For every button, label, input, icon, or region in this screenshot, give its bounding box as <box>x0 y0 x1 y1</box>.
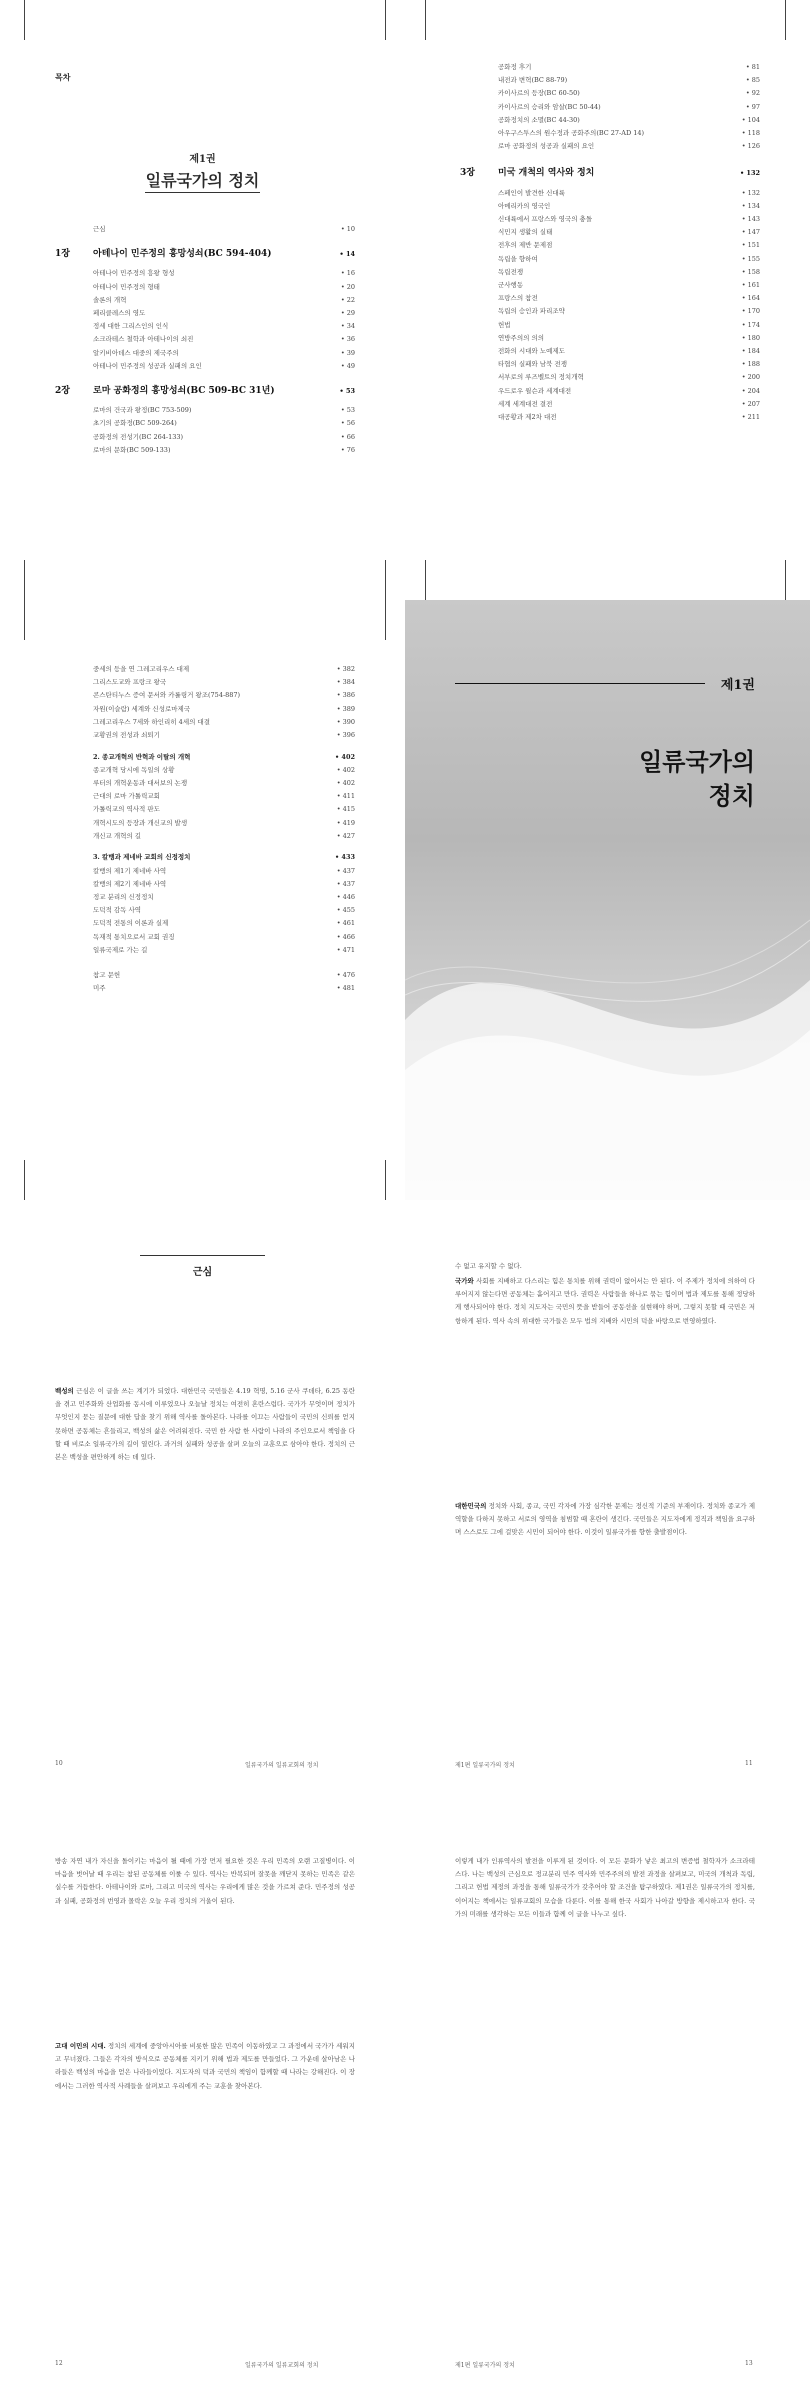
toc-entry-row <box>460 252 760 266</box>
toc-chapter-number: 1장 <box>55 249 70 260</box>
paragraph-text: 정치의 세계에 중앙아시아를 비롯한 많은 민족이 이동하였고 그 과정에서 국가가 세워지고 무너졌다. 그들은 각자의 방식으로 공동체를 지키기 위해 법과 제도를 만들었다. 그 가운데 살아남은 나라들은 백성의 마음을 얻은 나라들이었다. 지도자의 덕과 국민의 책임이 함께할 때 나라는 강해진다. 이 장에서는 그러한 역사적 사례들을 살펴보고 우리에게 주는 교훈을 찾아본다. <box>55 2042 355 2090</box>
toc-page-number: • 16 <box>340 269 355 278</box>
toc-entry-row <box>55 332 355 346</box>
toc-page-number: • 147 <box>741 228 760 237</box>
toc-entry-title: 아테나이 민주정의 성공과 실패의 요인 <box>93 361 202 370</box>
toc-entry-row <box>55 864 355 878</box>
toc-entry-row <box>55 850 355 864</box>
toc-page-number: • 461 <box>336 919 355 928</box>
toc-entry-title: 그레고리우스 7세와 하인리히 4세의 대결 <box>93 717 210 726</box>
toc-page-number: • 143 <box>741 215 760 223</box>
body-paragraph: 이렇게 내가 인류역사의 발전을 이루게 된 것이다. 이 모든 문화가 낳은 최고의 변증법 철학자가 소크라테스다. 나는 백성의 근심으로 정교분리 민주 역사와 민주주의의 발전 과정을 살펴보고, 미국의 개척과 독립, 그리고 헌법 제정의 과정을 통해 일류국가가 갖추어야 할 조건을 탐구하였다. 제1권은 일류국가의 정치를, 이어지는 책에서는 일류교회의 모습을 다룬다. 이를 통해 한국 사회가 나아갈 방향을 제시하고자 한다. 국가의 미래를 생각하는 모든 이들과 함께 이 글을 나누고 싶다. <box>455 1857 755 1918</box>
toc-entry-title: 초기의 공화정(BC 509-264) <box>93 419 177 428</box>
toc-entry-title: 칼뱅의 제1기 제네바 사역 <box>93 866 167 875</box>
toc-entry-row <box>55 968 355 982</box>
toc-entry-title: 독재적 통치으로서 교회 권징 <box>93 932 175 941</box>
cover-title-line: 정치 <box>708 781 755 810</box>
volume-title: 일류국가의 정치 <box>145 171 260 190</box>
paragraph-text: 사회를 지배하고 다스리는 힘은 통치를 위해 권력이 없어서는 안 된다. 이 주제가 정치에 의하여 다루어지지 않는다면 공동체는 흩어지고 만다. 권력은 사람들을 하나로 묶는 힘이며 법과 제도를 통해 정당하게 행사되어야 한다. 정치 지도자는 국민의 뜻을 받들어 공동선을 실현해야 하며, 그렇지 못할 때 국민은 저항하게 된다. 역사 속의 위대한 국가들은 모두 법의 지배와 시민의 덕을 바탕으로 번영하였다. <box>455 1277 755 1325</box>
toc-page-number: • 419 <box>336 818 355 827</box>
toc-entry-title: 타협의 실패와 남북 전쟁 <box>498 360 567 369</box>
toc-entry-row <box>55 715 355 729</box>
toc-entry-row <box>460 265 760 279</box>
toc-page-number: • 390 <box>336 717 355 726</box>
paragraph-lead: 대한민국의 <box>455 1502 487 1510</box>
toc-entry-row <box>55 776 355 790</box>
toc-entry-title: 독립을 향하여 <box>498 254 538 263</box>
cover-title-line: 일류국가의 <box>639 747 755 776</box>
toc-entry-row <box>460 344 760 358</box>
toc-entry-row <box>460 357 760 371</box>
toc-page-number: • 132 <box>740 169 760 178</box>
toc-entry-row <box>460 60 760 74</box>
toc-page-number: • 66 <box>340 432 355 441</box>
toc-page-number: • 39 <box>340 348 355 357</box>
toc-page-number: • 158 <box>741 267 760 276</box>
body-paragraph <box>455 1275 755 1328</box>
toc-page-number: • 22 <box>340 295 355 304</box>
toc-entry-row <box>55 789 355 803</box>
toc-chapter-number: 2장 <box>55 386 70 396</box>
toc-entry-row <box>55 943 355 957</box>
toc-page-number: • 204 <box>741 386 760 395</box>
toc-entry-row <box>460 186 760 200</box>
toc-chapter-row <box>55 247 355 261</box>
toc-page-number: • 184 <box>741 347 760 355</box>
body-paragraph <box>455 1500 755 1540</box>
toc-entry-title: 일류국제로 가는 길 <box>93 945 148 954</box>
toc-page-number: • 92 <box>745 89 760 98</box>
toc-page-number: • 207 <box>741 399 760 408</box>
running-head: 일류국가의 일류교회의 정치 <box>245 2362 319 2369</box>
toc-entry-title: 서부로의 루즈벨트의 정치개혁 <box>498 373 584 382</box>
toc-page-number: • 384 <box>336 678 355 687</box>
toc-page-number: • 402 <box>336 765 355 774</box>
toc-entry-row <box>460 397 760 411</box>
toc-entry-title: 신대륙에서 프랑스와 영국의 충돌 <box>498 215 593 223</box>
toc-entry-title: 로마의 건국과 왕정(BC 753-509) <box>93 406 192 415</box>
running-head: 제1편 일류국가의 정치 <box>455 1762 515 1769</box>
toc-entry-row <box>460 304 760 318</box>
toc-entry-title: 전화의 시대와 노예제도 <box>498 347 565 355</box>
toc-entry-title: 공화정치의 소멸(BC 44-30) <box>498 115 580 124</box>
toc-page-number: • 85 <box>745 76 760 85</box>
title-rule <box>145 192 260 193</box>
section-heading: 근심 <box>192 1267 213 1278</box>
toc-page-number: • 29 <box>340 309 355 317</box>
toc-entry-title: 종교개혁 당시에 독일의 상황 <box>93 765 175 774</box>
toc-entry-title: 아테나이 민주정의 흥왕 형성 <box>93 269 175 278</box>
toc-entry-title: 콘스탄티누스 증여 문서와 카롤링거 왕조(754-887) <box>93 691 241 700</box>
toc-entry-title: 개신교 개혁의 길 <box>93 831 142 840</box>
running-head: 일류국가의 일류교회의 정치 <box>245 1762 319 1769</box>
toc-entry-row <box>460 331 760 345</box>
toc-entry-title: 아메리카의 영국인 <box>498 201 551 210</box>
toc-entry-row <box>55 816 355 830</box>
toc-entry-title: 근심 <box>93 225 106 233</box>
toc-entry-row <box>460 212 760 226</box>
toc-entry-title: 그리스도교와 프랑크 왕국 <box>93 678 167 687</box>
toc-entry-title: 카이사르의 승리와 암살(BC 50-44) <box>498 102 601 111</box>
toc-entry-row <box>55 916 355 930</box>
toc-entry-title: 중세의 등을 연 그레고리우스 대제 <box>93 665 190 673</box>
body-paragraph: 수 없고 유지할 수 없다. <box>455 1262 522 1270</box>
toc-page-number: • 155 <box>741 254 760 263</box>
page-number: 11 <box>745 1760 753 1767</box>
toc-page-number: • 174 <box>741 320 760 329</box>
toc-entry-row <box>460 291 760 305</box>
running-head: 제1편 일류국가의 정치 <box>455 2362 515 2369</box>
toc-entry-title: 정세 대한 그리스인의 인식 <box>93 322 169 331</box>
toc-entry-title: 로마의 문화(BC 509-133) <box>93 445 171 454</box>
toc-entry-title: 독립전쟁 <box>498 267 524 276</box>
toc-entry-row <box>55 688 355 702</box>
toc-entry-row <box>460 278 760 292</box>
toc-entry-title: 공화정 후기 <box>498 63 532 71</box>
toc-page-left <box>0 0 405 600</box>
toc-label: 목차 <box>55 72 71 82</box>
toc-entry-row <box>55 930 355 944</box>
toc-page-number: • 188 <box>741 360 760 369</box>
toc-entry-title: 스페인이 발견한 신대륙 <box>498 188 565 197</box>
toc-page-number: • 10 <box>340 225 355 233</box>
toc-entry-row <box>55 877 355 891</box>
toc-entry-title: 자원(이슬람) 세계와 신성로마제국 <box>93 704 191 713</box>
toc-page-number: • 382 <box>336 665 355 673</box>
spread-toc-2 <box>0 600 810 1200</box>
toc-entry-row <box>460 199 760 213</box>
toc-entry-title: 루터의 개혁운동과 대서보의 논쟁 <box>93 779 188 787</box>
toc-entry-row <box>460 139 760 153</box>
cover-rule <box>455 683 705 684</box>
toc-entry-title: 3. 칼뱅과 제네바 교회의 신정정치 <box>93 853 191 862</box>
toc-entry-row <box>460 126 760 140</box>
toc-page-number: • 437 <box>336 879 355 888</box>
toc-entry-row <box>460 113 760 127</box>
toc-page-number: • 36 <box>340 335 355 344</box>
toc-entry-title: 근대의 로마 가톨릭교회 <box>93 792 160 801</box>
toc-page-number: • 402 <box>335 752 355 761</box>
toc-page-number: • 433 <box>335 853 355 862</box>
toc-entry-row <box>460 86 760 100</box>
body-page-right <box>405 1800 810 2400</box>
toc-page-number: • 132 <box>741 188 760 197</box>
toc-entry-title: 미국 개척의 역사와 정치 <box>498 168 595 179</box>
toc-entry-row <box>55 266 355 280</box>
heading-rule <box>140 1255 265 1256</box>
toc-entry-title: 대공황과 제2차 대전 <box>498 413 557 421</box>
toc-entry-title: 독립의 승인과 파리조약 <box>498 307 565 316</box>
page-number: 10 <box>55 1760 63 1767</box>
toc-entry-row <box>55 829 355 843</box>
toc-entry-title: 아우구스투스의 원수정과 공화주의(BC 27-AD 14) <box>498 129 645 137</box>
toc-entry-title: 칼뱅의 제2기 제네바 사역 <box>93 879 167 888</box>
toc-page-number: • 53 <box>339 387 355 395</box>
toc-entry-row <box>55 903 355 917</box>
toc-entry-row <box>55 750 355 764</box>
cover-volume-number: 제1권 <box>720 678 755 693</box>
body-paragraph <box>55 1385 355 1464</box>
toc-entry-row <box>55 293 355 307</box>
paragraph-text: 정치와 사회, 종교, 국민 각자에 가장 심각한 문제는 정신적 기준의 부재이다. 정치와 종교가 제 역할을 다하지 못하고 서로의 영역을 침범할 때 혼란이 생긴다. 국민들은 지도자에게 정직과 책임을 요구하며 스스로도 그에 걸맞은 시민이 되어야 한다. 이것이 일류국가를 향한 출발점이다. <box>455 1502 755 1537</box>
toc-page-number: • 386 <box>336 691 355 700</box>
toc-entry-row <box>55 763 355 777</box>
toc-entry-title: 도덕적 전통의 이론과 실제 <box>93 919 169 928</box>
toc-entry-title: 군사행동 <box>498 281 524 289</box>
body-paragraph: 방송 자연 내가 자신을 돌이키는 마음이 될 때에 가장 먼저 필요한 것은 우리 민족의 오랜 고질병이다. 이 마음을 벗어날 때 우리는 참된 공동체를 이룰 수 있다. 역사는 반복되며 잘못을 깨닫지 못하는 민족은 같은 실수를 거듭한다. 아테나이와 로마, 그리고 미국의 역사는 우리에게 많은 것을 가르쳐 준다. 민주정의 성공과 실패, 공화정의 번영과 몰락은 오늘 우리 정치의 거울이 된다. <box>55 1857 355 1905</box>
toc-entry-row <box>55 890 355 904</box>
toc-page-number: • 161 <box>741 281 760 289</box>
toc-page-number: • 53 <box>340 406 355 415</box>
toc-entry-title: 참고 문헌 <box>93 971 121 979</box>
toc-entry-row <box>55 675 355 689</box>
toc-entry-title: 도덕적 감독 사역 <box>93 906 142 915</box>
toc-entry-title: 우드로우 윌슨과 세계대전 <box>498 386 572 395</box>
toc-entry-title: 페리클레스의 영도 <box>93 309 146 317</box>
toc-entry-title: 알키비아데스 대중의 제국주의 <box>93 348 179 357</box>
toc-entry-title: 로마 공화정의 흥망성쇠(BC 509-BC 31년) <box>93 386 275 396</box>
toc-entry-row <box>55 346 355 360</box>
toc-entry-row <box>55 416 355 430</box>
toc-chapter-number: 3장 <box>460 168 475 179</box>
toc-entry-row <box>460 238 760 252</box>
toc-entry-row <box>55 662 355 676</box>
toc-entry-row <box>55 702 355 716</box>
toc-entry-title: 아테나이 민주정의 흥망성쇠(BC 594-404) <box>93 249 272 260</box>
paragraph-lead: 백성의 <box>55 1387 74 1395</box>
toc-page-number: • 437 <box>336 866 355 875</box>
toc-entry-row <box>55 359 355 373</box>
toc-page-number: • 126 <box>741 142 760 151</box>
toc-entry-title: 소크라테스 철학과 아테나이의 쇠진 <box>93 335 194 344</box>
toc-entry-title: 내전과 변혁(BC 88-79) <box>498 76 568 85</box>
toc-page-number: • 389 <box>336 704 355 713</box>
toc-entry-row <box>55 443 355 457</box>
toc-page-number: • 170 <box>741 307 760 316</box>
toc-entry-title: 아테나이 민주정의 형태 <box>93 282 160 291</box>
toc-page-number: • 200 <box>741 373 760 382</box>
toc-page-number: • 180 <box>741 333 760 342</box>
toc-page-number: • 466 <box>336 932 355 941</box>
body-page-left <box>0 1200 405 1800</box>
cover-title <box>639 745 755 813</box>
toc-page-number: • 151 <box>741 241 760 250</box>
toc-entry-row <box>460 225 760 239</box>
body-page-right <box>405 1200 810 1800</box>
toc-page-number: • 56 <box>340 419 355 428</box>
toc-page-number: • 81 <box>745 63 760 71</box>
toc-page-number: • 396 <box>336 731 355 739</box>
toc-entry-row <box>460 100 760 114</box>
toc-entry-title: 식민지 생활의 실태 <box>498 228 553 237</box>
toc-page-number: • 446 <box>336 893 355 901</box>
volume-number: 제1권 <box>189 154 216 165</box>
toc-entry-title: 헌법 <box>498 320 511 329</box>
toc-entry-row <box>460 318 760 332</box>
toc-page-number: • 134 <box>741 201 760 210</box>
toc-entry-row <box>55 802 355 816</box>
toc-page-number: • 211 <box>741 413 760 421</box>
toc-chapter-row <box>460 166 760 180</box>
toc-page-number: • 164 <box>741 294 760 303</box>
toc-page-number: • 415 <box>336 805 355 814</box>
toc-page-number: • 104 <box>741 115 760 124</box>
paragraph-text: 근심은 이 글을 쓰는 계기가 되었다. 대한민국 국민들은 4.19 혁명, 5.16 군사 쿠데타, 6.25 동란을 겪고 민주화와 산업화를 동시에 이루었으나 오늘날 정치는 여전히 혼란스럽다. 국가가 무엇이며 정치가 무엇인지 묻는 질문에 대한 답을 찾기 위해 역사를 돌아본다. 나라를 이끄는 사람들이 국민의 신뢰를 얻지 못하면 공동체는 흔들리고, 백성의 삶은 어려워진다. 국민 한 사람 한 사람이 나라의 주인으로서 책임을 다할 때 비로소 일류국가의 길이 열린다. 과거의 실패와 성공을 살펴 오늘의 교훈으로 삼아야 한다. 정치의 근본은 백성을 편안하게 하는 데 있다. <box>55 1387 355 1462</box>
toc-page-number: • 481 <box>336 984 355 993</box>
toc-entry-row <box>460 73 760 87</box>
toc-page-number: • 427 <box>336 831 355 840</box>
toc-entry-row <box>55 728 355 742</box>
toc-page-number: • 411 <box>336 792 355 801</box>
toc-page-number: • 97 <box>745 102 760 111</box>
paragraph-lead: 국가와 <box>455 1277 474 1285</box>
toc-entry-title: 공화정의 전성기(BC 264-133) <box>93 432 184 441</box>
toc-entry-row <box>460 410 760 424</box>
toc-page-number: • 476 <box>336 971 355 979</box>
toc-entry-row <box>55 430 355 444</box>
toc-entry-title: 카이사르의 등장(BC 60-50) <box>498 89 580 98</box>
toc-entry-row <box>460 384 760 398</box>
toc-entry-title: 2. 종교개혁의 반혁과 이탈의 개혁 <box>93 752 191 761</box>
body-page-left <box>0 1800 405 2400</box>
toc-entry-title: 가톨릭교의 역사적 판도 <box>93 805 160 814</box>
toc-entry-row <box>460 370 760 384</box>
toc-chapter-row <box>55 384 355 398</box>
toc-page-right <box>405 0 810 600</box>
toc-page-number: • 455 <box>336 906 355 915</box>
toc-entry-title: 세계 세계대전 결전 <box>498 399 553 408</box>
spread-body-2 <box>0 1800 810 2400</box>
toc-entry-row <box>55 319 355 333</box>
toc-entry-title: 프랑스의 참전 <box>498 294 538 303</box>
toc-page-number: • 49 <box>340 361 355 370</box>
toc-entry-title: 개혁시도의 등장과 개신교의 발생 <box>93 818 188 827</box>
toc-entry-row <box>55 306 355 320</box>
toc-page-number: • 76 <box>340 445 355 454</box>
paragraph-lead: 고대 이민의 시대. <box>55 2042 106 2050</box>
toc-entry-row <box>55 981 355 995</box>
toc-page-number: • 14 <box>339 250 355 259</box>
toc-entry-row <box>55 403 355 417</box>
toc-entry-row <box>55 222 355 236</box>
page-number: 12 <box>55 2360 63 2367</box>
toc-page-number: • 402 <box>336 779 355 787</box>
volume-cover <box>405 600 810 1200</box>
page-number: 13 <box>745 2360 753 2367</box>
toc-entry-title: 전후의 제반 문제점 <box>498 241 553 250</box>
toc-entry-row <box>55 280 355 294</box>
toc-page-number: • 471 <box>336 945 355 954</box>
spread-toc-1 <box>0 0 810 600</box>
body-paragraph <box>55 2040 355 2093</box>
toc-entry-title: 미주 <box>93 984 106 993</box>
toc-page-number: • 20 <box>340 282 355 291</box>
toc-entry-title: 정교 분리의 신정정치 <box>93 893 154 901</box>
spread-body-1 <box>0 1200 810 1800</box>
toc-page-number: • 118 <box>741 129 760 137</box>
toc-page-left <box>0 600 405 1200</box>
toc-entry-title: 교황권의 전성과 쇠퇴기 <box>93 731 160 739</box>
toc-page-number: • 34 <box>340 322 355 331</box>
toc-entry-title: 연방주의의 의의 <box>498 333 545 342</box>
toc-entry-title: 로마 공화정의 성공과 실패의 요인 <box>498 142 595 151</box>
toc-entry-title: 솔론의 개혁 <box>93 295 127 304</box>
